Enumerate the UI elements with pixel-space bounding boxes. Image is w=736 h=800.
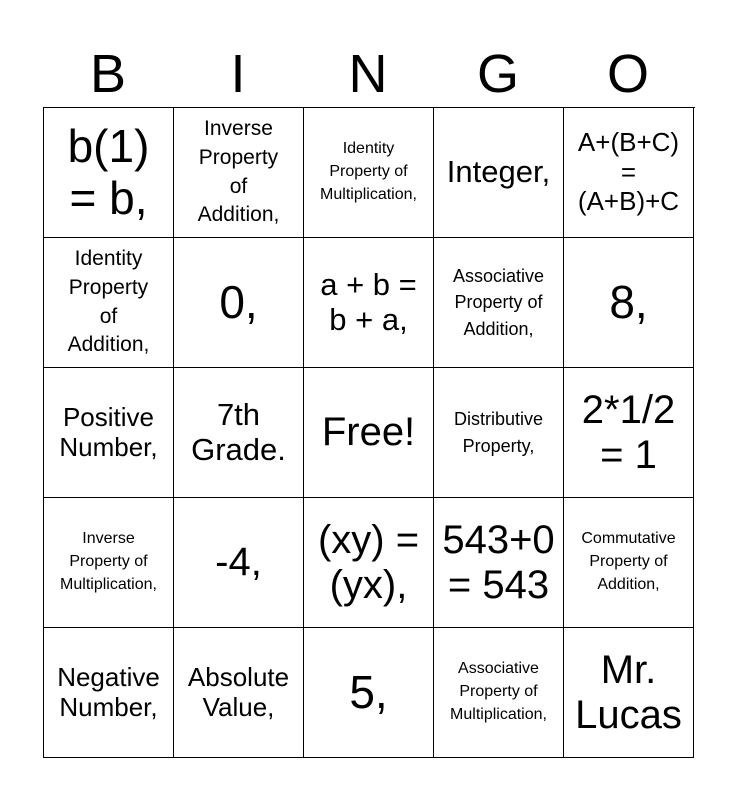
free-space-text: Free! (321, 410, 416, 455)
cell-text: 0, (219, 275, 258, 328)
cell-text: Commutative Property of Addition, (581, 530, 676, 593)
bingo-cell[interactable] (564, 628, 694, 758)
bingo-cell[interactable] (44, 238, 174, 368)
cell-text: 2*1/2 = 1 (581, 387, 676, 477)
header-letter-i: I (230, 44, 246, 104)
bingo-cell[interactable] (434, 108, 564, 238)
cell-text: Mr. Lucas (575, 647, 682, 737)
bingo-cell[interactable] (564, 368, 694, 498)
cell-text: Negative Number, (57, 661, 160, 722)
cell-text: 8, (609, 275, 648, 328)
cell-text: Identity Property of Multiplication, (320, 140, 417, 203)
bingo-cell[interactable] (434, 498, 564, 628)
bingo-cell[interactable] (564, 238, 694, 368)
bingo-cell[interactable] (174, 368, 304, 498)
cell-text: Integer, (446, 154, 551, 190)
cell-text: Inverse Property of Addition, (197, 116, 280, 227)
bingo-cell[interactable] (44, 108, 174, 238)
header-letter-n: N (348, 44, 388, 104)
bingo-grid (43, 107, 695, 758)
bingo-cell[interactable] (304, 238, 434, 368)
cell-text: Associative Property of Multiplication, (450, 660, 547, 723)
header-letter-o: O (606, 44, 649, 104)
cell-text: 5, (349, 665, 388, 718)
cell-text: 7th Grade. (191, 396, 286, 467)
bingo-cell[interactable] (304, 628, 434, 758)
bingo-cell[interactable] (434, 238, 564, 368)
cell-text: a + b = b + a, (320, 266, 417, 337)
bingo-cell[interactable] (44, 628, 174, 758)
bingo-cell[interactable] (434, 628, 564, 758)
cell-text: (xy) = (yx), (317, 517, 420, 607)
cell-text: A+(B+C) = (A+B)+C (577, 126, 680, 217)
cell-text: b(1) = b, (67, 119, 150, 224)
bingo-cell[interactable] (44, 368, 174, 498)
cell-text: Positive Number, (59, 401, 158, 462)
bingo-cell[interactable] (304, 498, 434, 628)
bingo-cell[interactable] (174, 498, 304, 628)
cell-text: Absolute Value, (187, 661, 290, 722)
cell-text: Distributive Property, (453, 409, 544, 456)
bingo-cell[interactable] (44, 498, 174, 628)
bingo-cell free-space[interactable] (304, 368, 434, 498)
cell-text: Inverse Property of Multiplication, (60, 530, 157, 593)
bingo-header (43, 40, 693, 108)
bingo-cell[interactable] (174, 108, 304, 238)
header-letter-g: G (476, 44, 519, 104)
header-letter-b: B (89, 44, 127, 104)
cell-text: 543+0 = 543 (442, 517, 555, 607)
cell-text: Associative Property of Addition, (452, 266, 545, 339)
bingo-cell[interactable] (564, 498, 694, 628)
bingo-cell[interactable] (174, 238, 304, 368)
cell-text: -4, (215, 540, 262, 585)
bingo-cell[interactable] (564, 108, 694, 238)
cell-text: Identity Property of Addition, (67, 246, 150, 357)
bingo-cell[interactable] (434, 368, 564, 498)
bingo-cell[interactable] (304, 108, 434, 238)
bingo-cell[interactable] (174, 628, 304, 758)
